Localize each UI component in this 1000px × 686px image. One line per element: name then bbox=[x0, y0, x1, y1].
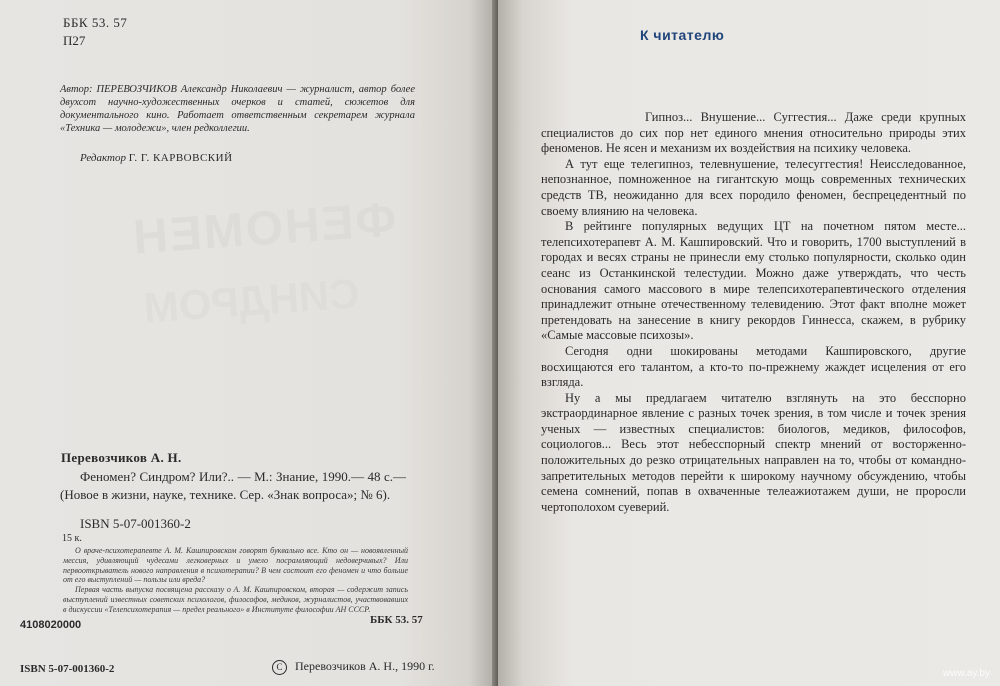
catalog-isbn: ISBN 5-07-001360-2 bbox=[80, 516, 191, 531]
editor-name: Г. Г. КАРВОВСКИЙ bbox=[128, 152, 233, 164]
article-paragraph: Ну а мы предлагаем читателю взглянуть на это бесспорно экстраординарное явление с разных точек зрения, в том числе и точек зрения ученых — известных специалистов: биологов, медиков, философов, социологов... Весь этот небесспорный спектр мнений от восторженно-положительных до резко отрицательных направлен на то, чтобы от командно-запретительных методов перейти к широкому научному обсуждению, чтобы семена сомнений, попав в охваченные телеажиотажем души, не проросли чертополохом суеверий. bbox=[541, 390, 966, 514]
watermark: www.ay.by bbox=[942, 668, 990, 679]
copyright-text: Перевозчиков А. Н., 1990 г. bbox=[295, 659, 435, 673]
isbn-bottom: ISBN 5-07-001360-2 bbox=[20, 663, 115, 675]
article-paragraph: В рейтинге популярных ведущих ЦТ на почетном пятом месте... телепсихотерапевт А. М. Кашпировский. Что и говорить, 1700 выступлений в городах и весях страны не принесли ему столько популярности, сколько один сеанс из Останкинской телестудии. Можно даже утверждать, что честь основания самого массового в мире телепсихотерапевтического отделения принадлежит отныне отечественному телевидению. Этот факт вполне может претендовать на занесение в книгу рекордов Гиннесса, скажем, в рубрику «Самые массовые психозы». bbox=[541, 219, 966, 343]
annotation-paragraph: О враче-психотерапевте А. М. Кашпировском говорят буквально все. Кто он — новоявленный мессия, удивляющий чудесами легковерных и умело посрамляющий недоверчивых? Или первооткрыватель нового направления в психотерапии? В чем состоит его феномен и что больше от его выступлений — пользы или вреда? bbox=[63, 546, 408, 585]
bbk-code-bottom: ББК 53. 57 bbox=[370, 614, 423, 626]
article-body bbox=[541, 110, 966, 515]
left-page bbox=[0, 0, 498, 686]
article-paragraph: Сегодня одни шокированы методами Кашпировского, другие восхищаются его талантом, а кто-то по-прежнему жаждет исцеления от его взгляда. bbox=[541, 343, 966, 390]
copyright-icon: С bbox=[272, 660, 287, 675]
editor-line bbox=[80, 152, 233, 164]
catalog-description: Феномен? Синдром? Или?.. — М.: Знание, 1990.— 48 с.— (Новое в жизни, науке, технике. Сер. «Знак вопроса»; № 6). bbox=[60, 469, 406, 502]
annotation bbox=[63, 546, 408, 615]
price: 15 к. bbox=[62, 533, 82, 544]
editor-label: Редактор bbox=[80, 152, 126, 164]
right-page bbox=[498, 0, 1000, 686]
page-heading: К читателю bbox=[640, 27, 725, 43]
annotation-paragraph: Первая часть выпуска посвящена рассказу о А. М. Кашпировском, вторая — содержит запись выступлений известных советских психологов, философов, медиков, журналистов, участвовавших в дискуссии «Телепсихотерапия — предел реального» в Институте философии АН СССР. bbox=[63, 585, 408, 614]
index-code: П27 bbox=[63, 33, 86, 48]
article-paragraph: А тут еще телегипноз, телевнушение, телесуггестия! Неисследованное, непознанное, помноженное на гигантскую мощь современных технических средств ТВ, неожиданно для всех породило феномен, беспрецедентный по своему влиянию на человека. bbox=[541, 156, 966, 218]
bbk-code-top: ББК 53. 57 bbox=[63, 15, 128, 30]
copyright-line bbox=[272, 659, 435, 675]
show-through-cover-text: ФЕНОМЕН bbox=[129, 193, 399, 265]
product-code: 4108020000 bbox=[20, 619, 82, 631]
show-through-cover-text-2: СИНДРОМ bbox=[142, 269, 361, 332]
article-paragraph: Гипноз... Внушение... Суггестия... Даже среди крупных специалистов до сих пор нет единого мнения относительно природы этих феноменов. Не ясен и механизм их воздействия на психику человека. bbox=[541, 110, 966, 156]
author-note: Автор: ПЕРЕВОЗЧИКОВ Александр Николаевич — журналист, автор более двухсот научно-художественных очерков и статей, сюжетов для документального кино. Работает ответственным секретарем журнала «Техника — молодежи», член редколлегии. bbox=[60, 84, 415, 134]
catalog-author: Перевозчиков А. Н. bbox=[61, 450, 182, 465]
